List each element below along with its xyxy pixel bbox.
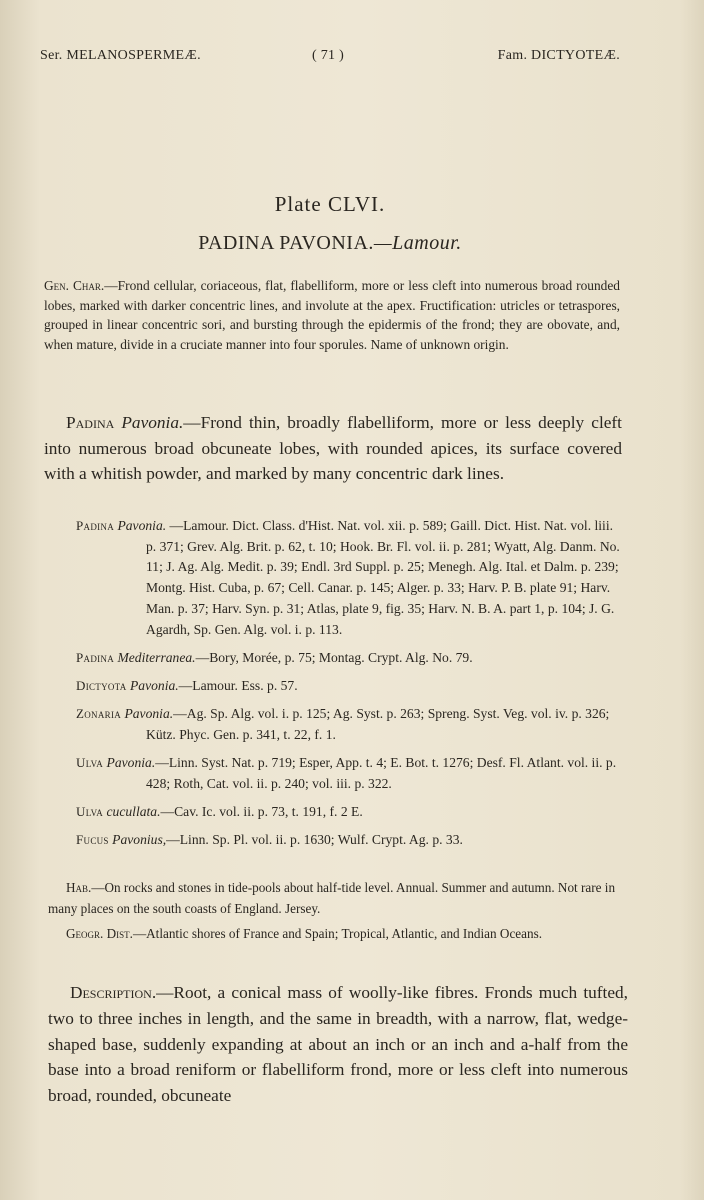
synonym-genus: Padina	[76, 518, 115, 533]
species-description	[44, 410, 622, 487]
description-label: Description.	[70, 983, 157, 1002]
habitat	[48, 878, 626, 919]
synonym-species: Pavonia.	[129, 677, 179, 693]
header-family: Fam. DICTYOTEÆ.	[497, 48, 620, 63]
synonym-reference: —Lamour. Ess. p. 57.	[178, 677, 298, 693]
synonym-species: Pavonius,	[112, 832, 167, 848]
synonym-genus: Dictyota	[76, 677, 127, 693]
synonym-genus: Ulva	[76, 803, 104, 819]
description-text: —Root, a conical mass of woolly-like fibres. Fronds much tufted, two to three inches in length, and the same in breadth, with a narrow, flat, wedge-shaped base, suddenly expanding at about an inch or an inch and a-half from the base into a broad reniform or flabelliform frond, more or less cleft into numerous broad, rounded, obcuneate	[48, 983, 628, 1106]
page-number: ( 71 )	[312, 48, 345, 63]
synonym-reference: —Linn. Sp. Pl. vol. ii. p. 1630; Wulf. Crypt. Ag. p. 33.	[166, 832, 463, 848]
plate-title: Plate CLVI.	[274, 192, 386, 216]
species-description-species: Pavonia.	[121, 413, 184, 432]
synonym-genus: Ulva	[76, 755, 104, 771]
synonym-entry	[76, 830, 624, 851]
generic-character-label: Gen. Char.	[44, 278, 105, 293]
species-title	[0, 232, 660, 255]
species-authority: —Lamour.	[373, 232, 462, 254]
generic-character	[44, 276, 620, 354]
synonym-species: Pavonia.	[106, 755, 156, 771]
synonym-species: Pavonia.	[117, 518, 167, 533]
species-description-genus: Padina	[66, 413, 115, 432]
synonym-genus: Zonaria	[76, 706, 122, 722]
geographic-distribution	[48, 924, 626, 945]
synonym-entry	[76, 516, 624, 640]
synonym-species: Mediterranea.	[117, 649, 196, 665]
synonym-species: Pavonia.	[124, 706, 174, 722]
synonym-reference: —Cav. Ic. vol. ii. p. 73, t. 191, f. 2 E.	[160, 803, 363, 819]
synonym-reference: —Linn. Syst. Nat. p. 719; Esper, App. t. 4; E. Bot. t. 1276; Desf. Fl. Atlant. vol. ii. p. 428; Roth, Cat. vol. ii. p. 240; vol. iii. p. 322.	[146, 755, 617, 791]
synonym-entry	[76, 753, 624, 794]
synonym-entry	[76, 676, 624, 697]
synonym-entry	[76, 648, 624, 669]
distribution-text: —Atlantic shores of France and Spain; Tropical, Atlantic, and Indian Oceans.	[132, 926, 543, 941]
synonym-entry	[76, 704, 624, 745]
synonym-species: cucullata.	[106, 803, 161, 819]
synonym-genus: Fucus	[76, 832, 109, 848]
synonym-reference: —Bory, Morée, p. 75; Montag. Crypt. Alg. No. 79.	[195, 649, 473, 665]
habitat-text: —On rocks and stones in tide-pools about half-tide level. Annual. Summer and autumn. Not rare in many places on the south coasts of England. Jersey.	[48, 880, 616, 916]
description	[48, 980, 628, 1109]
synonym-list	[76, 516, 624, 858]
species-description-text: —Frond thin, broadly flabelliform, more or less deeply cleft into numerous broad obcuneate lobes, with rounded apices, its surface covered with a whitish powder, and marked by many concentric dark lines.	[44, 413, 622, 484]
generic-character-text: —Frond cellular, coriaceous, flat, flabelliform, more or less cleft into numerous broad rounded lobes, marked with darker concentric lines, and involute at the apex. Fructification: utricles or tetraspores, grouped in linear concentric sori, and bursting through the epidermis of the frond; they are obovate, and, when mature, divide in a cruciate manner into four sporules. Name of unknown origin.	[44, 278, 620, 352]
distribution-label: Geogr. Dist.	[66, 926, 133, 941]
running-head	[40, 48, 620, 70]
synonym-reference: —Ag. Sp. Alg. vol. i. p. 125; Ag. Syst. p. 263; Spreng. Syst. Veg. vol. iv. p. 326; Kütz. Phyc. Gen. p. 341, t. 22, f. 1.	[146, 706, 610, 742]
synonym-entry	[76, 802, 624, 823]
synonym-genus: Padina	[76, 649, 115, 665]
habitat-label: Hab.	[66, 880, 92, 895]
species-name: PADINA PAVONIA.	[198, 232, 374, 254]
synonym-reference: —Lamour. Dict. Class. d'Hist. Nat. vol. xii. p. 589; Gaill. Dict. Hist. Nat. vol. liii. p. 371; Grev. Alg. Brit. p. 62, t. 10; Hook. Br. Fl. vol. ii. p. 281; Wyatt, Alg. Danm. No. 11; J. Ag. Alg. Medit. p. 39; Endl. 3rd Suppl. p. 25; Menegh. Alg. Ital. et Dalm. p. 239; Montg. Hist. Cuba, p. 67; Cell. Canar. p. 145; Alger. p. 33; Harv. P. B. plate 91; Harv. Man. p. 37; Harv. Syn. p. 31; Atlas, plate 9, fig. 35; Harv. N. B. A. part 1, p. 104; J. G. Agardh, Sp. Gen. Alg. vol. i. p. 113.	[146, 518, 620, 637]
header-series: Ser. MELANOSPERMEÆ.	[40, 48, 201, 63]
